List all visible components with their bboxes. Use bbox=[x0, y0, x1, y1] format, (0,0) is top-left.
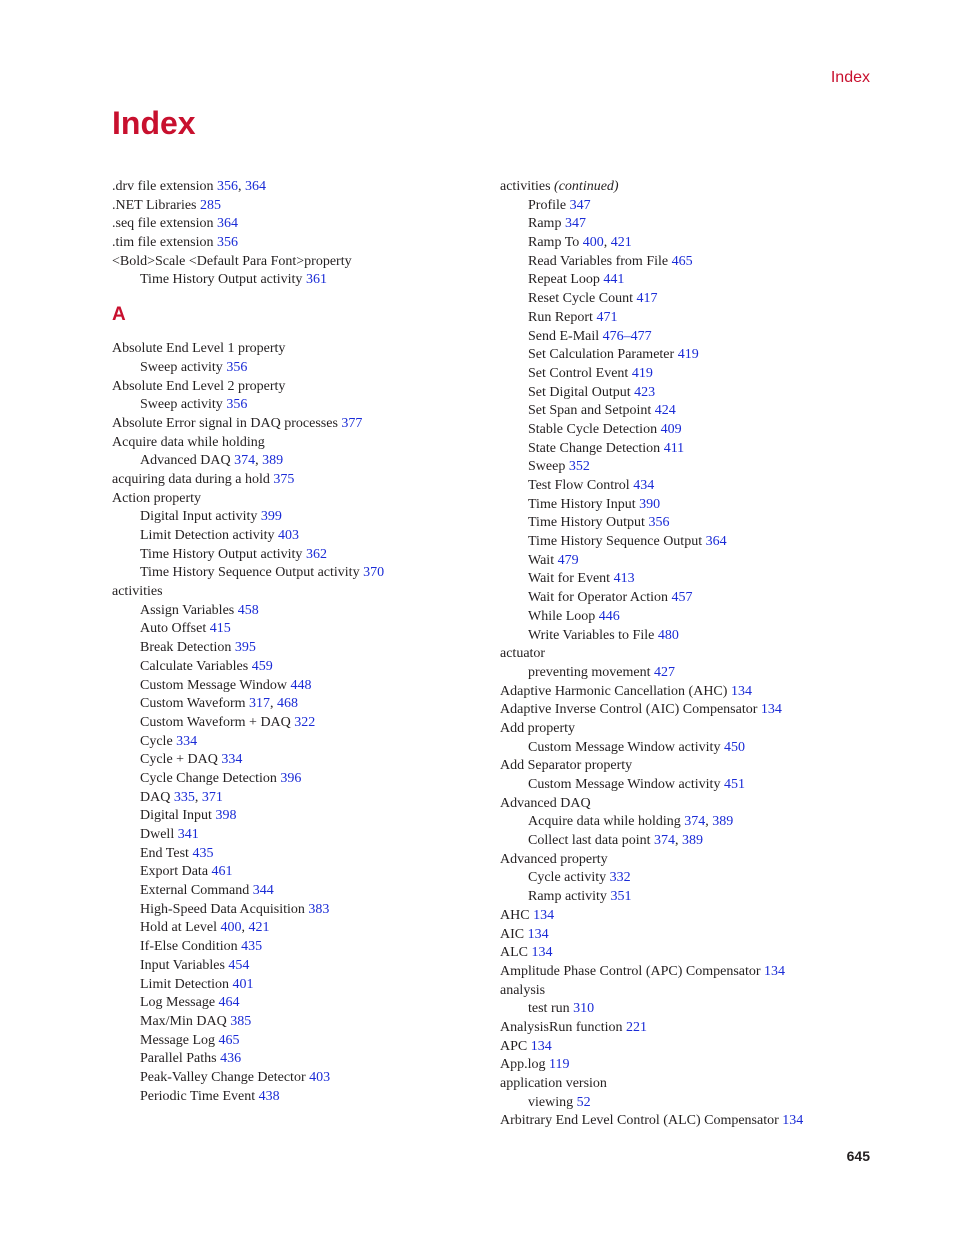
index-term: Parallel Paths bbox=[140, 1051, 217, 1067]
index-term: Periodic Time Event bbox=[140, 1088, 256, 1104]
page-link[interactable]: 356 bbox=[226, 359, 248, 375]
index-subentry bbox=[112, 994, 492, 1013]
index-subentry bbox=[112, 957, 492, 976]
page-link[interactable]: 119 bbox=[549, 1057, 570, 1073]
page-link[interactable]: 134 bbox=[730, 683, 752, 699]
index-term: .tim file extension bbox=[112, 235, 214, 251]
page-link[interactable]: 435 bbox=[192, 845, 214, 861]
index-subentry bbox=[500, 1094, 880, 1113]
index-entry bbox=[500, 982, 880, 1001]
page-link[interactable]: 374 bbox=[653, 833, 675, 849]
index-subentry bbox=[500, 552, 880, 571]
index-term: If-Else Condition bbox=[140, 939, 238, 955]
index-term: <Bold>Scale <Default Para Font>property bbox=[112, 253, 352, 269]
page-link[interactable]: 421 bbox=[248, 920, 270, 936]
page-link[interactable]: 347 bbox=[564, 216, 586, 232]
running-header: Index bbox=[830, 69, 870, 86]
index-subentry bbox=[500, 496, 880, 515]
index-term: DAQ bbox=[140, 789, 171, 805]
index-subentry bbox=[112, 1069, 492, 1088]
index-entry bbox=[112, 583, 492, 602]
index-subentry bbox=[112, 396, 492, 415]
page-link[interactable]: 335 bbox=[173, 789, 195, 805]
page-link[interactable]: 409 bbox=[660, 421, 682, 437]
page-link[interactable]: 364 bbox=[244, 179, 266, 194]
index-entry bbox=[500, 1038, 880, 1057]
index-entry bbox=[500, 926, 880, 945]
index-subentry bbox=[500, 776, 880, 795]
page-link[interactable]: 401 bbox=[232, 976, 254, 992]
index-term: Custom Message Window activity bbox=[528, 739, 721, 755]
index-subentry bbox=[112, 826, 492, 845]
page-link[interactable]: 446 bbox=[598, 608, 620, 624]
index-term: Break Detection bbox=[140, 640, 232, 656]
index-entry bbox=[500, 1075, 880, 1094]
index-subentry bbox=[500, 346, 880, 365]
index-subentry bbox=[112, 714, 492, 733]
index-letter-heading: A bbox=[112, 304, 126, 326]
page-link[interactable]: 395 bbox=[234, 640, 256, 656]
page-link[interactable]: 374 bbox=[684, 814, 706, 830]
index-term: Set Control Event bbox=[528, 365, 629, 381]
page-link[interactable]: 52 bbox=[576, 1094, 591, 1110]
page-link[interactable]: 415 bbox=[209, 621, 231, 637]
index-term: Time History Output activity bbox=[140, 546, 303, 562]
page-link[interactable]: 352 bbox=[568, 459, 590, 475]
page-link[interactable]: 464 bbox=[218, 995, 240, 1011]
page-link[interactable]: 364 bbox=[216, 216, 238, 232]
page-link[interactable]: 479 bbox=[557, 552, 579, 568]
page-link[interactable]: 134 bbox=[533, 907, 555, 923]
index-subentry bbox=[112, 677, 492, 696]
index-term: Peak-Valley Change Detector bbox=[140, 1069, 306, 1085]
page-link[interactable]: 134 bbox=[530, 1038, 552, 1054]
page-link[interactable]: 134 bbox=[782, 1113, 804, 1129]
index-term: preventing movement bbox=[528, 664, 651, 680]
index-term: Auto Offset bbox=[140, 621, 207, 637]
index-term: Send E-Mail bbox=[528, 328, 600, 344]
index-entry bbox=[500, 851, 880, 870]
index-term: Advanced DAQ bbox=[500, 795, 591, 811]
page-link[interactable]: 134 bbox=[764, 963, 786, 979]
page-link[interactable]: 457 bbox=[671, 590, 693, 606]
page-link[interactable]: 465 bbox=[671, 253, 693, 269]
page-link[interactable]: 383 bbox=[308, 901, 330, 917]
index-term: Wait bbox=[528, 552, 555, 568]
index-term: .drv file extension bbox=[112, 179, 214, 194]
page-link[interactable]: 451 bbox=[723, 777, 745, 792]
index-entry bbox=[500, 683, 880, 702]
index-term: Dwell bbox=[140, 827, 175, 842]
index-subentry: Ramp To 400, 421 bbox=[528, 235, 632, 251]
page-link[interactable]: 403 bbox=[309, 1069, 331, 1085]
page-link[interactable]: 351 bbox=[610, 889, 632, 905]
index-term: Time History Sequence Output bbox=[528, 534, 703, 550]
index-entry bbox=[500, 907, 880, 926]
page-link[interactable]: 389 bbox=[262, 453, 284, 469]
page-link[interactable]: 424 bbox=[654, 403, 676, 419]
index-subentry bbox=[112, 733, 492, 752]
index-term: App.log bbox=[500, 1057, 546, 1073]
index-term: viewing bbox=[528, 1094, 574, 1110]
index-subentry bbox=[500, 384, 880, 403]
index-entry bbox=[112, 378, 492, 397]
index-term: Adaptive Inverse Control (AIC) Compensator bbox=[500, 702, 758, 718]
page-link[interactable]: 134 bbox=[531, 945, 553, 961]
index-term: Advanced property bbox=[500, 851, 608, 867]
index-term: Sweep bbox=[528, 459, 566, 475]
index-subentry bbox=[112, 882, 492, 901]
index-subentry bbox=[500, 477, 880, 496]
index-term: Sweep activity bbox=[140, 359, 223, 375]
index-entry bbox=[500, 178, 880, 197]
page-link[interactable]: 459 bbox=[251, 658, 273, 674]
index-subentry bbox=[500, 253, 880, 272]
index-term: Collect last data point bbox=[528, 833, 651, 849]
page-link[interactable]: 435 bbox=[241, 939, 263, 955]
index-entry bbox=[112, 197, 492, 216]
index-subentry bbox=[112, 564, 492, 583]
index-term: Wait for Event bbox=[528, 571, 611, 587]
index-column-left bbox=[112, 178, 492, 1106]
index-subentry bbox=[500, 533, 880, 552]
index-term: Set Calculation Parameter bbox=[528, 347, 675, 363]
page-link[interactable]: 458 bbox=[237, 602, 259, 618]
index-term: Absolute End Level 1 property bbox=[112, 341, 286, 357]
page-link[interactable]: 332 bbox=[609, 870, 631, 886]
index-term: Wait for Operator Action bbox=[528, 590, 668, 606]
index-subentry bbox=[500, 197, 880, 216]
page-link[interactable]: 356 bbox=[216, 235, 238, 251]
index-subentry bbox=[112, 807, 492, 826]
index-subentry bbox=[500, 402, 880, 421]
page-link[interactable]: 400 bbox=[582, 235, 604, 251]
index-term: Hold at Level bbox=[140, 920, 217, 936]
index-subentry: DAQ 335, 371 bbox=[140, 789, 223, 805]
index-entry bbox=[500, 1019, 880, 1038]
page-link[interactable]: 413 bbox=[613, 571, 635, 587]
index-term: Export Data bbox=[140, 864, 209, 880]
page-link[interactable]: 370 bbox=[363, 565, 385, 581]
index-subentry bbox=[112, 658, 492, 677]
index-subentry bbox=[500, 440, 880, 459]
index-term: Acquire data while holding bbox=[528, 814, 681, 830]
index-entry bbox=[112, 234, 492, 253]
page-link[interactable]: 399 bbox=[260, 509, 282, 525]
index-subentry bbox=[500, 869, 880, 888]
index-term: End Test bbox=[140, 845, 189, 861]
index-term: Repeat Loop bbox=[528, 272, 600, 288]
index-term: APC bbox=[500, 1038, 528, 1054]
index-subentry bbox=[112, 639, 492, 658]
index-entry bbox=[500, 1056, 880, 1075]
page-link[interactable]: 436 bbox=[220, 1051, 242, 1067]
index-subentry: Collect last data point 374, 389 bbox=[528, 833, 703, 849]
page-link[interactable]: 423 bbox=[634, 384, 656, 400]
page-link[interactable]: 465 bbox=[218, 1032, 240, 1048]
page-link[interactable]: 427 bbox=[653, 664, 675, 680]
page-link[interactable]: 476–477 bbox=[602, 328, 652, 344]
index-entry bbox=[112, 415, 492, 434]
continued-note: (continued) bbox=[554, 179, 619, 194]
page-link[interactable]: 347 bbox=[569, 197, 591, 213]
index-subentry bbox=[500, 215, 880, 234]
index-term: Absolute Error signal in DAQ processes bbox=[112, 415, 338, 431]
index-term: application version bbox=[500, 1076, 607, 1091]
page-link[interactable]: 396 bbox=[280, 770, 302, 786]
page-link[interactable]: 356 bbox=[216, 179, 238, 194]
index-entry bbox=[500, 944, 880, 963]
index-term: Profile bbox=[528, 197, 567, 213]
index-subentry bbox=[112, 770, 492, 789]
index-term: Log Message bbox=[140, 995, 216, 1011]
index-subentry: Advanced DAQ 374, 389 bbox=[140, 453, 284, 469]
page-link[interactable]: 322 bbox=[294, 714, 316, 730]
index-entry bbox=[500, 963, 880, 982]
index-entry bbox=[112, 215, 492, 234]
index-subentry bbox=[500, 514, 880, 533]
index-subentry bbox=[500, 570, 880, 589]
index-entry bbox=[112, 434, 492, 453]
index-entry bbox=[500, 645, 880, 664]
index-term: Cycle + DAQ bbox=[140, 752, 218, 768]
index-subentry bbox=[112, 546, 492, 565]
index-entry bbox=[500, 795, 880, 814]
page-link[interactable]: 361 bbox=[305, 272, 327, 288]
index-term: Limit Detection activity bbox=[140, 528, 275, 543]
index-term: State Change Detection bbox=[528, 440, 661, 456]
index-subentry bbox=[112, 1088, 492, 1107]
index-term: Arbitrary End Level Control (ALC) Compensator bbox=[500, 1113, 779, 1129]
index-term: activities bbox=[500, 179, 551, 194]
index-subentry bbox=[500, 458, 880, 477]
page-number: 645 bbox=[846, 1148, 870, 1164]
page-link[interactable]: 400 bbox=[220, 920, 242, 936]
page-link[interactable]: 362 bbox=[305, 546, 327, 562]
index-subentry bbox=[112, 901, 492, 920]
index-term: Max/Min DAQ bbox=[140, 1013, 227, 1029]
page-link[interactable]: 341 bbox=[177, 827, 199, 842]
index-term: High-Speed Data Acquisition bbox=[140, 901, 305, 917]
index-subentry bbox=[112, 508, 492, 527]
index-subentry bbox=[500, 271, 880, 290]
index-term: Digital Input activity bbox=[140, 509, 258, 525]
index-subentry bbox=[112, 938, 492, 957]
index-term: Message Log bbox=[140, 1032, 216, 1048]
index-term: Time History Output activity bbox=[140, 272, 303, 288]
index-entry bbox=[500, 757, 880, 776]
index-subentry bbox=[500, 664, 880, 683]
index-term: While Loop bbox=[528, 608, 596, 624]
page-link[interactable]: 356 bbox=[226, 397, 248, 413]
index-term: Run Report bbox=[528, 309, 593, 325]
page-link[interactable]: 419 bbox=[677, 347, 699, 363]
index-term: Limit Detection bbox=[140, 976, 230, 992]
index-entry bbox=[500, 720, 880, 739]
page-link[interactable]: 389 bbox=[712, 814, 734, 830]
index-subentry bbox=[500, 328, 880, 347]
index-term: .seq file extension bbox=[112, 216, 214, 232]
index-term: Reset Cycle Count bbox=[528, 291, 633, 307]
index-term: Add property bbox=[500, 720, 576, 736]
index-subentry bbox=[500, 365, 880, 384]
page-link[interactable]: 385 bbox=[230, 1013, 252, 1029]
index-term: AnalysisRun function bbox=[500, 1019, 623, 1035]
index-subentry bbox=[112, 976, 492, 995]
page-link[interactable]: 364 bbox=[705, 534, 727, 550]
index-term: Input Variables bbox=[140, 957, 225, 973]
index-subentry bbox=[112, 863, 492, 882]
page-link[interactable]: 417 bbox=[636, 291, 658, 307]
page-link[interactable]: 438 bbox=[258, 1088, 280, 1104]
index-term: actuator bbox=[500, 646, 546, 662]
index-term: Cycle activity bbox=[528, 870, 607, 886]
index-entry bbox=[112, 340, 492, 359]
page-link[interactable]: 134 bbox=[527, 926, 549, 942]
index-subentry: Acquire data while holding 374, 389 bbox=[528, 814, 734, 830]
index-term: Acquire data while holding bbox=[112, 434, 265, 450]
index-term: Calculate Variables bbox=[140, 658, 249, 674]
index-term: Custom Message Window bbox=[140, 677, 287, 693]
index-term: AIC bbox=[500, 926, 525, 942]
index-term: Test Flow Control bbox=[528, 478, 630, 493]
index-term: Time History Output bbox=[528, 515, 645, 531]
index-subentry bbox=[500, 309, 880, 328]
index-subentry bbox=[500, 608, 880, 627]
page-link[interactable]: 441 bbox=[603, 272, 625, 288]
page-link[interactable]: 390 bbox=[639, 496, 661, 512]
page-link[interactable]: 434 bbox=[633, 478, 655, 493]
index-term: Time History Sequence Output activity bbox=[140, 565, 360, 581]
page-link[interactable]: 334 bbox=[221, 752, 243, 768]
page-link[interactable]: 480 bbox=[657, 627, 679, 643]
index-subentry bbox=[112, 527, 492, 546]
page-link[interactable]: 389 bbox=[681, 833, 703, 849]
index-entry bbox=[112, 490, 492, 509]
index-term: Custom Waveform bbox=[140, 696, 246, 712]
index-subentry bbox=[500, 421, 880, 440]
page-link[interactable]: 285 bbox=[200, 197, 221, 213]
index-term: Sweep activity bbox=[140, 397, 223, 413]
index-term: .NET Libraries bbox=[112, 197, 197, 213]
index-term: Cycle Change Detection bbox=[140, 770, 277, 786]
index-subentry bbox=[500, 739, 880, 758]
index-entry bbox=[500, 701, 880, 720]
page-link[interactable]: 450 bbox=[723, 739, 745, 755]
page-link[interactable]: 375 bbox=[273, 471, 295, 487]
page-link[interactable]: 356 bbox=[648, 515, 670, 531]
index-subentry bbox=[500, 290, 880, 309]
index-subentry bbox=[112, 359, 492, 378]
index-term: Adaptive Harmonic Cancellation (AHC) bbox=[500, 683, 728, 699]
index-term: External Command bbox=[140, 883, 250, 899]
index-entry: .drv file extension 356, 364 bbox=[112, 179, 266, 194]
index-term: Amplitude Phase Control (APC) Compensator bbox=[500, 963, 761, 979]
index-term: Advanced DAQ bbox=[140, 453, 231, 469]
index-term: Custom Waveform + DAQ bbox=[140, 714, 291, 730]
index-term: Absolute End Level 2 property bbox=[112, 378, 286, 394]
index-entry bbox=[112, 253, 492, 272]
index-term: Cycle bbox=[140, 733, 173, 749]
index-entry bbox=[500, 1112, 880, 1131]
page-link[interactable]: 310 bbox=[573, 1001, 595, 1017]
index-subentry bbox=[500, 589, 880, 608]
page-link[interactable]: 403 bbox=[278, 528, 300, 543]
page-link[interactable]: 454 bbox=[228, 957, 250, 973]
index-term: Assign Variables bbox=[140, 602, 235, 618]
index-subentry bbox=[112, 1050, 492, 1069]
index-subentry bbox=[112, 751, 492, 770]
index-term: Digital Input bbox=[140, 808, 212, 824]
index-subentry: Custom Waveform 317, 468 bbox=[140, 696, 299, 712]
page-link[interactable]: 398 bbox=[215, 808, 237, 824]
page-link[interactable]: 377 bbox=[341, 415, 363, 431]
page-link[interactable]: 221 bbox=[626, 1019, 647, 1035]
page-link[interactable]: 334 bbox=[176, 733, 198, 749]
page-link[interactable]: 461 bbox=[211, 864, 233, 880]
page-link[interactable]: 374 bbox=[234, 453, 256, 469]
index-subentry bbox=[112, 1013, 492, 1032]
index-term: ALC bbox=[500, 945, 528, 961]
index-term: Set Span and Setpoint bbox=[528, 403, 652, 419]
page-link[interactable]: 344 bbox=[252, 883, 274, 899]
index-subentry bbox=[112, 271, 492, 290]
index-term: AHC bbox=[500, 907, 530, 923]
page-link[interactable]: 411 bbox=[663, 440, 685, 456]
index-subentry bbox=[112, 845, 492, 864]
index-term: Set Digital Output bbox=[528, 384, 631, 400]
page-link[interactable]: 421 bbox=[610, 235, 632, 251]
index-term: Ramp activity bbox=[528, 889, 607, 905]
index-subentry bbox=[112, 620, 492, 639]
index-term: test run bbox=[528, 1001, 570, 1017]
page-link[interactable]: 468 bbox=[277, 696, 299, 712]
index-subentry bbox=[500, 1000, 880, 1019]
index-subentry bbox=[112, 1032, 492, 1051]
index-subentry bbox=[500, 627, 880, 646]
page-link[interactable]: 419 bbox=[631, 365, 653, 381]
index-term: Ramp To bbox=[528, 235, 580, 251]
index-term: Time History Input bbox=[528, 496, 636, 512]
index-term: analysis bbox=[500, 982, 546, 998]
index-term: Action property bbox=[112, 490, 202, 506]
index-column-right bbox=[500, 178, 880, 1131]
page-link[interactable]: 471 bbox=[596, 309, 618, 325]
index-term: activities bbox=[112, 584, 163, 600]
index-term: Add Separator property bbox=[500, 758, 633, 774]
index-term: Write Variables to File bbox=[528, 627, 655, 643]
page-link[interactable]: 317 bbox=[249, 696, 271, 712]
index-term: Custom Message Window activity bbox=[528, 777, 721, 792]
index-term: acquiring data during a hold bbox=[112, 471, 270, 487]
page-link[interactable]: 448 bbox=[290, 677, 312, 693]
index-term: Read Variables from File bbox=[528, 253, 669, 269]
page-link[interactable]: 134 bbox=[760, 702, 782, 718]
index-subentry: Hold at Level 400, 421 bbox=[140, 920, 270, 936]
page-link[interactable]: 371 bbox=[201, 789, 223, 805]
page-title: Index bbox=[112, 105, 196, 141]
index-term: Stable Cycle Detection bbox=[528, 421, 658, 437]
index-subentry bbox=[500, 888, 880, 907]
index-term: Ramp bbox=[528, 216, 562, 232]
index-entry bbox=[112, 471, 492, 490]
index-subentry bbox=[112, 602, 492, 621]
